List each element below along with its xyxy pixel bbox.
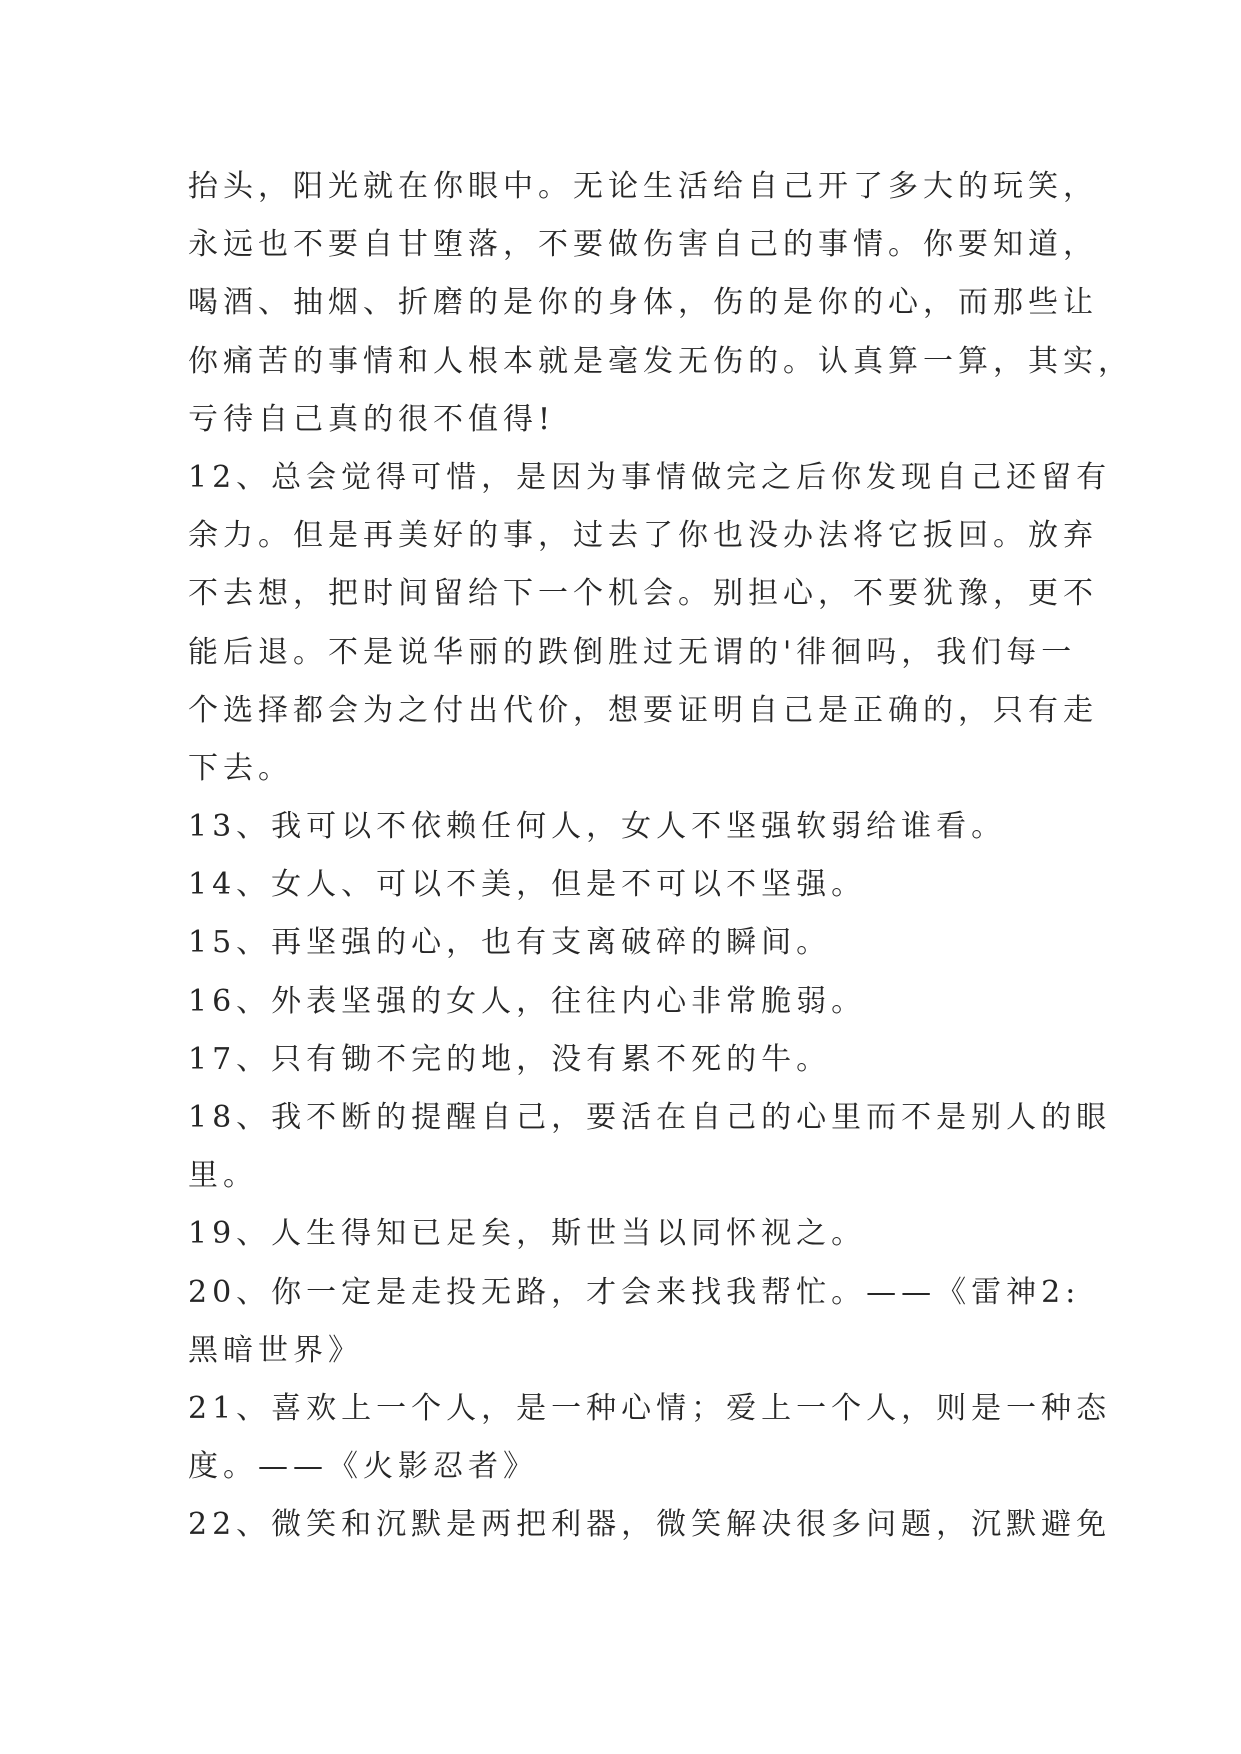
text-line: 黑暗世界》 xyxy=(188,1332,363,1368)
text-line: 12、总会觉得可惜，是因为事情做完之后你发现自己还留有 xyxy=(188,459,1112,495)
text-line: 度。——《火影忍者》 xyxy=(188,1449,538,1485)
text-line: 下去。 xyxy=(188,750,293,786)
text-line: 余力。但是再美好的事，过去了你也没办法将它扳回。放弃 xyxy=(188,518,1098,554)
text-line: 21、喜欢上一个人，是一种心情；爱上一个人，则是一种态 xyxy=(188,1390,1112,1426)
text-line: 16、外表坚强的女人，往往内心非常脆弱。 xyxy=(188,983,867,1019)
text-line: 喝酒、抽烟、折磨的是你的身体，伤的是你的心，而那些让 xyxy=(188,285,1098,321)
text-line: 13、我可以不依赖任何人，女人不坚强软弱给谁看。 xyxy=(188,809,1007,845)
text-line: 不去想，把时间留给下一个机会。别担心，不要犹豫，更不 xyxy=(188,576,1098,612)
text-line: 抬头，阳光就在你眼中。无论生活给自己开了多大的玩笑， xyxy=(188,169,1098,204)
text-line: 22、微笑和沉默是两把利器，微笑解决很多问题，沉默避免 xyxy=(188,1507,1112,1543)
text-line: 永远也不要自甘堕落，不要做伤害自己的事情。你要知道， xyxy=(188,227,1098,263)
document-body xyxy=(188,158,1133,1555)
text-line: 你痛苦的事情和人根本就是毫发无伤的。认真算一算，其实， xyxy=(188,343,1133,379)
text-line: 20、你一定是走投无路，才会来找我帮忙。——《雷神2: xyxy=(188,1274,1081,1310)
text-line: 18、我不断的提醒自己，要活在自己的心里而不是别人的眼 xyxy=(188,1100,1112,1135)
text-line: 能后退。不是说华丽的跌倒胜过无谓的'徘徊吗，我们每一 xyxy=(188,634,1077,670)
text-line: 个选择都会为之付出代价，想要证明自己是正确的，只有走 xyxy=(188,692,1098,728)
text-line: 亏待自己真的很不值得! xyxy=(188,401,556,437)
text-line: 15、再坚强的心，也有支离破碎的瞬间。 xyxy=(188,925,832,961)
text-line: 里。 xyxy=(188,1158,258,1194)
text-line: 17、只有锄不完的地，没有累不死的牛。 xyxy=(188,1041,832,1077)
text-line: 19、人生得知已足矣，斯世当以同怀视之。 xyxy=(188,1216,867,1252)
text-line: 14、女人、可以不美，但是不可以不坚强。 xyxy=(188,867,867,903)
